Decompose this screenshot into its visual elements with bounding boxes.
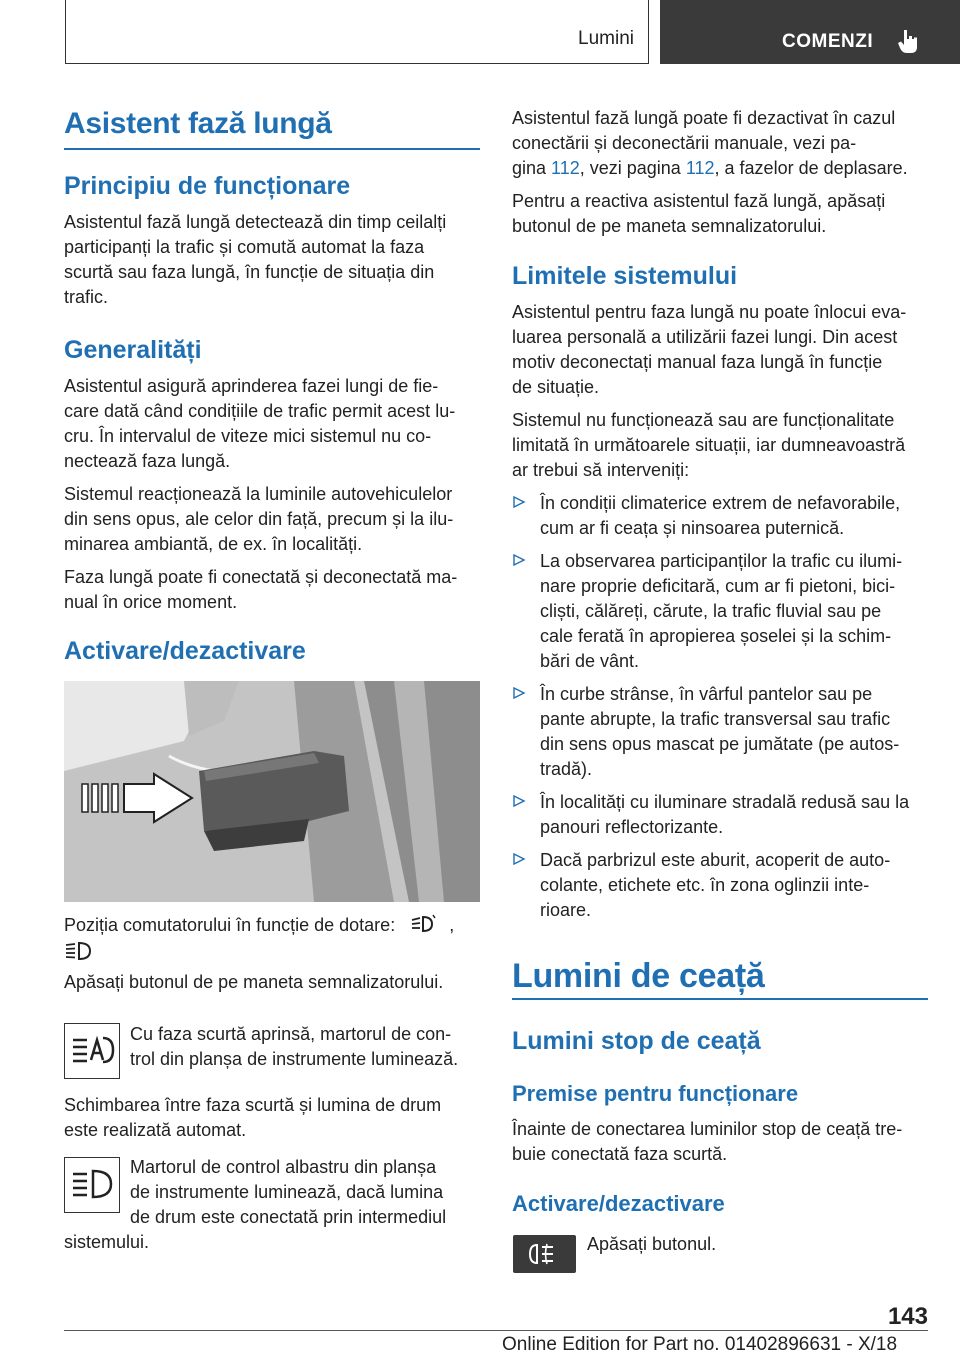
general-p3-line-2: nual în orice moment.	[64, 592, 238, 612]
press-button-text: Apăsați butonul de pe maneta semnalizatorului.	[64, 972, 444, 992]
header-tab-label: COMENZI	[782, 31, 874, 52]
deactivate-line-3c: , a fazelor de deplasare.	[714, 158, 908, 178]
rear-fog-light-button[interactable]	[513, 1235, 576, 1273]
bullet-1-line-1: În condiții climaterice extrem de nefavorabile,	[540, 493, 901, 513]
premise-line-1: Înainte de conectarea luminilor stop de ceață tre-	[512, 1119, 903, 1139]
reactivate-line-1: Pentru a reactiva asistentul fază lungă, apăsați	[512, 191, 886, 211]
high-beam-assistant-indicator-icon	[64, 1023, 120, 1079]
indicator2-line-1: Martorul de control albastru din planșa	[130, 1157, 437, 1177]
general-p3-line-1: Faza lungă poate fi conectată și deconectată ma-	[64, 567, 458, 587]
premise-line-2: buie conectată faza scurtă.	[512, 1144, 728, 1164]
triangle-bullet-icon	[512, 495, 526, 509]
page-title: Asistent fază lungă	[64, 107, 332, 140]
bullet-5-line-1: Dacă parbrizul este aburit, acoperit de auto-	[540, 850, 891, 870]
deactivate-line-3a: gina	[512, 158, 552, 178]
principle-line-4: trafic.	[64, 287, 109, 307]
bullet-2-line-3: cliști, călăreți, cărute, la trafic fluvial sau pe	[540, 601, 882, 621]
deactivate-line-3	[512, 156, 908, 181]
high-beam-indicator-icon	[64, 1157, 120, 1213]
bullet-2-line-1: La observarea participanților la trafic cu ilumi-	[540, 551, 903, 571]
turn-signal-stalk-illustration	[64, 681, 480, 902]
bullet-3-line-3: din sens opus mascat pe jumătate (pe autos-	[540, 734, 900, 754]
indicator1-line-2: trol din planșa de instrumente luminează.	[130, 1049, 459, 1069]
limits-p2-line-2: limitată în următoarele situații, iar dumneavoastră	[512, 435, 906, 455]
switch-caption	[64, 913, 454, 938]
fog-activation-heading: Activare/dezactivare	[512, 1191, 725, 1216]
indicator1-line-1: Cu faza scurtă aprinsă, martorul de con-	[130, 1024, 452, 1044]
bullet-3-line-2: pante abrupte, la trafic transversal sau trafic	[540, 709, 891, 729]
limits-p2-line-1: Sistemul nu funcționează sau are funcționalitate	[512, 410, 895, 430]
general-p1-line-3: cru. În intervalul de viteze mici sistemul nu co-	[64, 426, 432, 446]
header-section-title: Lumini	[578, 28, 634, 49]
deactivate-line-3b: , vezi pagina	[579, 158, 686, 178]
rear-fog-heading: Lumini stop de ceață	[512, 1027, 761, 1055]
header-section-box	[65, 0, 649, 64]
principle-line-2: participanți la trafic și comută automat la faza	[64, 237, 425, 257]
fog-press-text: Apăsați butonul.	[587, 1234, 717, 1254]
bullet-2-line-4: cale ferată în apropierea șoselei și la schim-	[540, 626, 892, 646]
page-number: 143	[887, 1303, 928, 1330]
activation-heading: Activare/dezactivare	[64, 637, 306, 665]
high-beam-symbol-icon	[64, 940, 94, 962]
triangle-bullet-icon	[512, 794, 526, 808]
bullet-5-line-2: colante, etichete etc. în zona oglinzii inte-	[540, 875, 870, 895]
bullet-3-line-1: În curbe strânse, în vârful pantelor sau pe	[540, 684, 873, 704]
bullet-3-line-4: tradă).	[540, 759, 593, 779]
header-tab-comenzi[interactable]	[660, 0, 960, 64]
limits-p1-line-1: Asistentul pentru faza lungă nu poate înlocui eva-	[512, 302, 907, 322]
bullet-1-line-2: cum ar fi ceața și ninsoarea puternică.	[540, 518, 845, 538]
switch-text-line-2: este realizată automat.	[64, 1120, 247, 1140]
fog-title-rule	[512, 998, 928, 1000]
principle-line-3: scurtă sau faza lungă, în funcție de situația din	[64, 262, 435, 282]
triangle-bullet-icon	[512, 852, 526, 866]
deactivate-line-1: Asistentul fază lungă poate fi dezactivat în cazul	[512, 108, 896, 128]
footer-rule	[64, 1330, 928, 1331]
bullet-4-line-1: În localități cu iluminare stradală redusă sau la	[540, 792, 910, 812]
limits-p2-line-3: ar trebui să interveniți:	[512, 460, 690, 480]
reactivate-line-2: butonul de pe maneta semnalizatorului.	[512, 216, 827, 236]
page-link-112-b[interactable]: 112	[685, 158, 715, 178]
limits-heading: Limitele sistemului	[512, 262, 738, 290]
switch-caption-separator: ,	[449, 915, 455, 935]
switch-caption-text: Poziția comutatorului în funcție de dotare:	[64, 915, 396, 935]
principle-line-1: Asistentul fază lungă detectează din timp ceilalți	[64, 212, 447, 232]
general-p2-line-3: minarea ambiantă, de ex. în localități.	[64, 534, 363, 554]
bullet-5-line-3: rioare.	[540, 900, 592, 920]
rear-fog-light-icon	[513, 1235, 576, 1273]
deactivate-line-2: conectării și deconectării manuale, vezi pa-	[512, 133, 857, 153]
general-p1-line-2: care dată când condițiile de trafic permit acest lu-	[64, 401, 456, 421]
indicator2-line-4: sistemului.	[64, 1232, 150, 1252]
principle-heading: Principiu de funcționare	[64, 172, 351, 200]
bullet-2-line-5: bări de vânt.	[540, 651, 640, 671]
limits-p1-line-3: motiv deconectați manual faza lungă în funcție	[512, 352, 883, 372]
triangle-bullet-icon	[512, 553, 526, 567]
general-p1-line-4: nectează faza lungă.	[64, 451, 231, 471]
fog-lights-title: Lumini de ceață	[512, 957, 765, 995]
indicator2-line-3: de drum este conectată prin intermediul	[130, 1207, 447, 1227]
pointing-hand-icon	[896, 28, 920, 54]
page-link-112-a[interactable]: 112	[551, 158, 580, 178]
premise-heading: Premise pentru funcționare	[512, 1081, 799, 1106]
indicator2-line-2: de instrumente luminează, dacă lumina	[130, 1182, 444, 1202]
title-rule	[64, 148, 480, 150]
general-heading: Generalități	[64, 336, 202, 364]
general-p2-line-2: din sens opus, ale celor din față, precum și la ilu-	[64, 509, 454, 529]
switch-text-line-1: Schimbarea între faza scurtă și lumina de drum	[64, 1095, 442, 1115]
general-p1-line-1: Asistentul asigură aprinderea fazei lungi de fie-	[64, 376, 439, 396]
high-beam-assistant-symbol-icon	[410, 913, 436, 935]
limits-p1-line-4: de situație.	[512, 377, 600, 397]
bullet-4-line-2: panouri reflectorizante.	[540, 817, 724, 837]
limits-p1-line-2: luarea personală a utilizării fazei lungi. Din acest	[512, 327, 898, 347]
triangle-bullet-icon	[512, 686, 526, 700]
bullet-2-line-2: nare proprie deficitară, cum ar fi pietoni, bici-	[540, 576, 896, 596]
general-p2-line-1: Sistemul reacționează la luminile autovehiculelor	[64, 484, 453, 504]
footer-edition: Online Edition for Part no. 01402896631 - X/18	[502, 1334, 898, 1355]
